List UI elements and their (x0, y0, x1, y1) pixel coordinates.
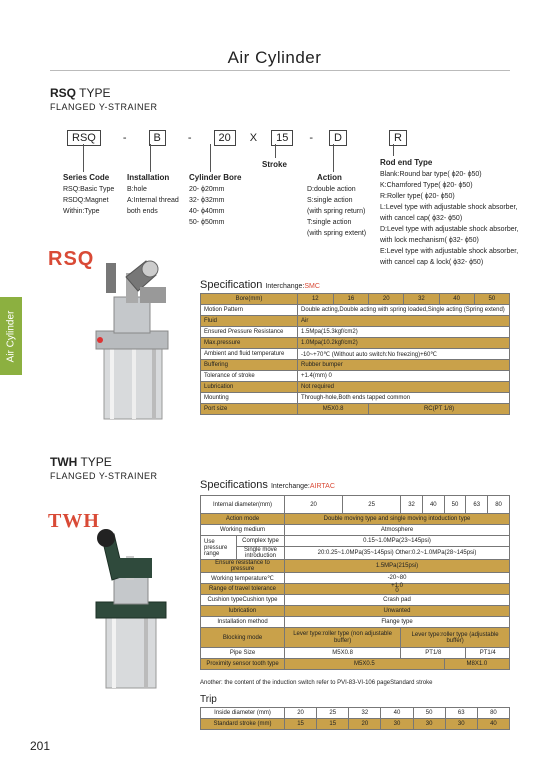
code-sep: - (122, 132, 127, 144)
table-cell: M8X1.0 (444, 659, 509, 670)
interchange-value: AIRTAC (309, 483, 335, 490)
list-item: A:Internal thread (127, 197, 179, 204)
code-action: D (329, 130, 347, 146)
table-row (201, 349, 510, 360)
table-row (201, 371, 510, 382)
table-cell: Ensured Pressure Resistance (201, 327, 298, 338)
list-item: Blank:Round bar type( ϕ20- ϕ50) (380, 171, 482, 178)
table-row (201, 536, 510, 547)
page-title: Air Cylinder (227, 48, 322, 67)
list-item: T:single action (307, 219, 352, 226)
table-cell: Bore(mm) (201, 294, 298, 305)
table-cell: RC(PT 1/8) (369, 404, 510, 415)
table-cell: -20~80 (285, 573, 510, 584)
table-cell: 20 (369, 294, 404, 305)
list-item: with lock mechanism( ϕ32- ϕ50) (380, 237, 479, 244)
table-cell: 0.15~1.0MPa(23~145psi) (285, 536, 510, 547)
leader-line (393, 144, 394, 156)
table-cell: Buffering (201, 360, 298, 371)
table-row (201, 305, 510, 316)
list-item: Within:Type (63, 208, 100, 215)
table-cell: M5X0.8 (285, 648, 401, 659)
tolerance-upper: +1.0 (391, 583, 403, 589)
table-cell: Through-hole,Both ends tapped common (298, 393, 510, 404)
leader-line (150, 144, 151, 172)
table-row (201, 606, 510, 617)
table-cell: 1.5MPa(215psi) (285, 560, 510, 573)
table-cell: Proximity sensor tooth type (201, 659, 285, 670)
table-cell: Port size (201, 404, 298, 415)
twh-type-heading (50, 455, 112, 469)
table-cell: +1.4(mm) 0 (298, 371, 510, 382)
twh-subtitle: FLANGED Y-STRAINER (50, 471, 158, 481)
table-cell: Lubrication (201, 382, 298, 393)
table-cell: 63 (466, 496, 488, 514)
rod-end-label: Rod end Type (380, 158, 433, 167)
table-row (201, 360, 510, 371)
twh-cylinder-image (84, 528, 194, 693)
table-cell: Single move introduction (237, 547, 285, 560)
table-cell: Motion Pattern (201, 305, 298, 316)
twh-type-bold: TWH (50, 455, 78, 469)
series-code-list (63, 184, 114, 217)
list-item: E:Level type with adjustable shock absorber, (380, 248, 519, 255)
table-cell: Complex type (237, 536, 285, 547)
trip-title: Trip (200, 694, 217, 705)
table-cell: 30 (413, 719, 445, 730)
table-cell: 40 (477, 719, 509, 730)
table-row (201, 617, 510, 628)
installation-list (127, 184, 179, 217)
list-item: (with spring return) (307, 208, 366, 215)
code-rod: R (389, 130, 407, 146)
table-row (201, 393, 510, 404)
rsq-type-rest: TYPE (76, 86, 111, 100)
series-code-label: Series Code (63, 173, 110, 182)
leader-line (210, 144, 211, 172)
table-row (201, 514, 510, 525)
interchange-value: SMC (304, 283, 320, 290)
twh-spec-table (200, 495, 510, 670)
table-cell: 15 (317, 719, 349, 730)
table-cell: 1.5Mpa(15.3kgf/cm2) (298, 327, 510, 338)
rod-end-list (380, 169, 519, 268)
twh-big-label: TWH (48, 510, 100, 532)
table-cell: Lever type:roller type (non adjustable buffer) (285, 628, 401, 648)
table-cell: Pipe Size (201, 648, 285, 659)
table-cell: M5X0.8 (298, 404, 369, 415)
list-item: B:hole (127, 186, 147, 193)
table-cell: 15 (285, 719, 317, 730)
table-cell: 30 (445, 719, 477, 730)
table-cell (285, 584, 510, 595)
table-cell: 20:0.25~1.0MPa(35~145psi) Other:0.2~1.0MPa(28~145psi) (285, 547, 510, 560)
table-cell: Max.pressure (201, 338, 298, 349)
table-cell: 25 (343, 496, 401, 514)
stroke-label: Stroke (262, 160, 287, 169)
list-item: 40- ϕ40mm (189, 208, 225, 215)
interchange-label: Interchange: (270, 483, 310, 490)
side-tab-label: Air Cylinder (5, 310, 17, 362)
list-item: with cancel cap & lock( ϕ32- ϕ50) (380, 259, 484, 266)
code-stroke: 15 (271, 130, 293, 146)
table-cell: Not required (298, 382, 510, 393)
leader-line (333, 144, 334, 172)
table-cell: 32 (349, 708, 381, 719)
table-row (201, 584, 510, 595)
rsq-type-bold: RSQ (50, 86, 77, 100)
code-sep: - (187, 132, 192, 144)
spec-title-text: Specification (200, 279, 263, 291)
list-item: with cancel cap( ϕ32- ϕ50) (380, 215, 463, 222)
table-cell: Rubber bumper (298, 360, 510, 371)
table-cell: Fluid (201, 316, 298, 327)
side-tab (0, 297, 22, 375)
title-divider (50, 70, 510, 71)
table-row (201, 560, 510, 573)
list-item: (with spring extent) (307, 230, 367, 237)
list-item: both ends (127, 208, 158, 215)
table-cell: 1.0Mpa(10.2kgf/cm2) (298, 338, 510, 349)
table-cell: Double moving type and single moving intoduction type (285, 514, 510, 525)
page-number: 201 (30, 739, 51, 753)
table-cell: 40 (439, 294, 474, 305)
table-cell: 32 (404, 294, 439, 305)
code-bore: 20 (214, 130, 236, 146)
action-list (307, 184, 366, 239)
table-cell: 50 (444, 496, 466, 514)
table-cell: lubrication (201, 606, 285, 617)
interchange-label: Interchange: (265, 283, 305, 290)
table-cell: Inside diameter (mm) (201, 708, 285, 719)
table-cell: 20 (285, 708, 317, 719)
table-cell: 30 (381, 719, 413, 730)
table-cell: 25 (317, 708, 349, 719)
list-item: S:single action (307, 197, 353, 204)
table-cell: PT1/8 (401, 648, 466, 659)
table-cell: 50 (413, 708, 445, 719)
table-row (201, 338, 510, 349)
installation-label: Installation (127, 173, 170, 182)
table-cell: Standard stroke (mm) (201, 719, 285, 730)
table-cell: 20 (349, 719, 381, 730)
table-cell: 40 (422, 496, 444, 514)
table-row (201, 573, 510, 584)
table-row (201, 294, 510, 305)
table-cell: 20 (285, 496, 343, 514)
list-item: D:Level type with adjustable shock absorber, (380, 226, 519, 233)
table-cell: Internal diameter(mm) (201, 496, 285, 514)
table-cell: M5X0.5 (285, 659, 445, 670)
table-row (201, 547, 510, 560)
table-cell: Use pressure range (201, 536, 237, 560)
twh-note: Another: the content of the induction switch refer to PVI-83-VI-106 pageStandard stroke (200, 680, 433, 686)
list-item: L:Level type with adjustable shock absorber, (380, 204, 518, 211)
table-cell: 12 (298, 294, 334, 305)
table-row (201, 719, 510, 730)
trip-table (200, 707, 510, 730)
table-row (201, 595, 510, 606)
table-cell: Air (298, 316, 510, 327)
table-row (201, 496, 510, 514)
code-x: X (249, 132, 258, 144)
rsq-type-heading (50, 86, 110, 100)
table-cell: Unwanted (285, 606, 510, 617)
table-cell: Ensure resistance to pressure (201, 560, 285, 573)
table-cell: 32 (401, 496, 423, 514)
table-cell: 63 (445, 708, 477, 719)
table-cell: Action mode (201, 514, 285, 525)
table-cell: Working medium (201, 525, 285, 536)
list-item: RSQ:Basic Type (63, 186, 115, 193)
code-series: RSQ (67, 130, 101, 146)
table-cell: Working temperature℃ (201, 573, 285, 584)
table-row (201, 628, 510, 648)
table-row (201, 382, 510, 393)
table-cell: Tolerance of stroke (201, 371, 298, 382)
table-row (201, 327, 510, 338)
table-cell: 80 (488, 496, 510, 514)
table-cell: 50 (474, 294, 509, 305)
table-row (201, 708, 510, 719)
table-row (201, 659, 510, 670)
rsq-spec-title (200, 279, 320, 291)
rsq-big-label: RSQ (48, 248, 95, 270)
table-cell: Blocking mode (201, 628, 285, 648)
leader-line (275, 144, 276, 158)
table-row (201, 525, 510, 536)
table-cell: Flange type (285, 617, 510, 628)
table-row (201, 316, 510, 327)
rsq-order-code (67, 130, 407, 146)
table-cell: Lever type:roller type (adjustable buffer) (401, 628, 510, 648)
cylinder-bore-list (189, 184, 224, 228)
table-cell: Mounting (201, 393, 298, 404)
table-cell: Ambient and fluid temperature (201, 349, 298, 360)
list-item: 32- ϕ32mm (189, 197, 225, 204)
table-cell: 80 (477, 708, 509, 719)
rsq-spec-table (200, 293, 510, 415)
list-item: 20- ϕ20mm (189, 186, 225, 193)
table-cell: Crash pad (285, 595, 510, 606)
twh-spec-title (200, 479, 335, 491)
table-cell: Atmosphere (285, 525, 510, 536)
list-item: R:Roller type( ϕ20- ϕ50) (380, 193, 455, 200)
table-row (201, 648, 510, 659)
list-item: K:Chamfored Type( ϕ20- ϕ50) (380, 182, 473, 189)
table-cell: 16 (333, 294, 369, 305)
list-item: RSDQ:Magnet (63, 197, 109, 204)
table-cell: Range of travel tolerance (201, 584, 285, 595)
list-item: D:double action (307, 186, 356, 193)
action-label: Action (317, 173, 342, 182)
rsq-subtitle: FLANGED Y-STRAINER (50, 102, 158, 112)
table-cell: PT1/4 (466, 648, 510, 659)
table-cell: Installation method (201, 617, 285, 628)
spec-title-text: Specifications (200, 479, 268, 491)
table-cell: -10~+70℃ (Without auto switch:No freezing)+60℃ (298, 349, 510, 360)
table-cell: Cushion typeCushion type (201, 595, 285, 606)
cylinder-bore-label: Cylinder Bore (189, 173, 242, 182)
twh-type-rest: TYPE (77, 455, 112, 469)
rsq-cylinder-image (86, 255, 196, 425)
list-item: 50- ϕ50mm (189, 219, 225, 226)
table-cell: Double acting,Double acting with spring loaded,Single acting (Spring extend) (298, 305, 510, 316)
code-install: B (149, 130, 166, 146)
leader-line (83, 144, 84, 172)
table-row (201, 404, 510, 415)
table-cell: 40 (381, 708, 413, 719)
tolerance-lower: 0 (395, 588, 399, 594)
code-sep: - (309, 132, 314, 144)
